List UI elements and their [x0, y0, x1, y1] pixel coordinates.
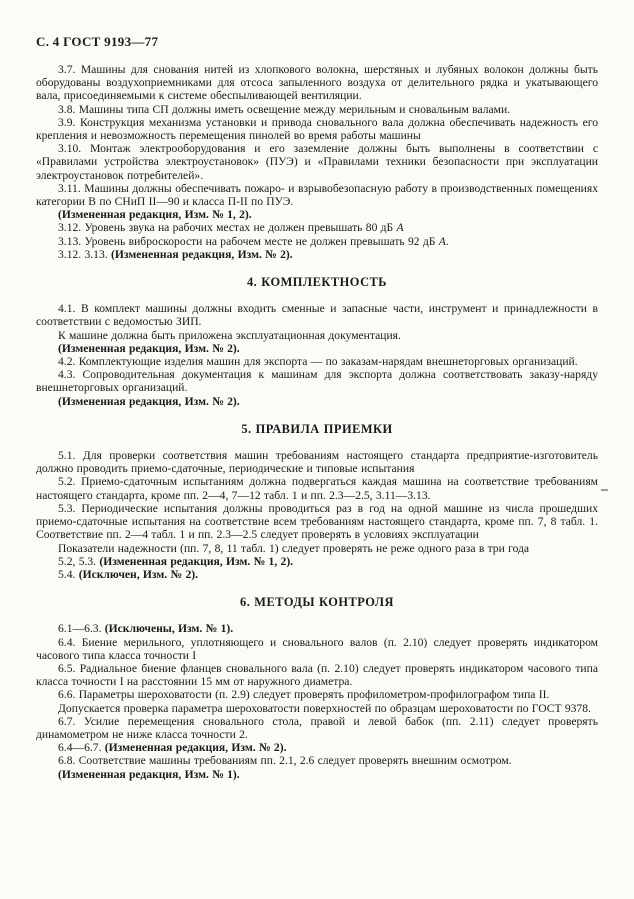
text-run: 6.7. Усилие перемещения сновального стола, правой и левой бабок (пп. 2.11) следует проверять динамометром не ниже класса точности 2. [36, 714, 598, 741]
text-run: 3.11. Машины должны обеспечивать пожаро- и взрывобезопасную работу в производственных помещениях категории В по СНиП II—90 и класса П-II по ПУЭ. [36, 181, 598, 209]
text-run: 6. МЕТОДЫ КОНТРОЛЯ [240, 595, 394, 610]
text-run: 4.1. В комплект машины должны входить сменные и запасные части, инструмент и принадлежности в соответствии с ведомостью ЗИП. [36, 302, 598, 329]
paragraph [36, 542, 598, 555]
text-run: А [396, 221, 404, 235]
text-run: (Измененная редакция, Изм. № 1, 2). [99, 554, 294, 568]
section-heading [36, 596, 598, 609]
paragraph [36, 449, 598, 475]
text-run: 5.1. Для проверки соответствия машин требованиям настоящего стандарта предприятие-изготовитель должно проводить приемо-сдаточные, периодические и типовые испытания [36, 449, 598, 476]
text-run: (Измененная редакция, Изм. № 1, 2). [58, 208, 252, 222]
paragraph [36, 208, 598, 221]
text-run: (Измененная редакция, Изм. № 2). [110, 247, 293, 261]
text-run: (Исключены, Изм. № 1). [104, 622, 234, 636]
paragraph [36, 741, 598, 754]
text-run: 4. КОМПЛЕКТНОСТЬ [246, 275, 387, 290]
text-run: К машине должна быть приложена эксплуатационная документация. [58, 328, 401, 342]
text-run: 3.13. Уровень виброскорости на рабочем месте не должен превышать 92 дБ [58, 234, 439, 248]
section-heading [36, 423, 598, 436]
paragraph [36, 768, 598, 781]
text-run: 5.2. Приемо-сдаточным испытаниям должна подвергаться каждая машина на соответствие требованиям настоящего стандарта, кроме пп. 2—4, 7—12 табл. 1 и пп. 2.3—2.5, 3.11—3.13. [36, 475, 598, 502]
paragraph [36, 662, 598, 688]
document-content [36, 63, 598, 781]
text-run: 4.2. Комплектующие изделия машин для экспорта — по заказам-нарядам внешнеторговых организаций. [58, 355, 578, 369]
paragraph [36, 63, 598, 103]
paragraph [36, 368, 598, 394]
paragraph [36, 395, 598, 408]
text-run: А [438, 234, 446, 248]
text-run: Допускается проверка параметра шероховатости поверхностей по образцам шероховатости по ГОСТ 9378. [58, 701, 591, 715]
text-run: 3.12. Уровень звука на рабочих местах не должен превышать 80 дБ [58, 221, 397, 235]
paragraph [36, 636, 598, 662]
text-run: 6.6. Параметры шероховатости (п. 2.9) следует проверять профилометром-профилографом типа II. [58, 688, 550, 702]
paragraph [36, 555, 598, 568]
text-run: 6.4—6.7. [58, 741, 105, 755]
paragraph [36, 142, 598, 182]
paragraph [36, 248, 598, 261]
text-run: (Исключен, Изм. № 2). [78, 567, 199, 581]
paragraph [36, 688, 598, 701]
text-run: 6.5. Радиальное биение фланцев сновального вала (п. 2.10) следует проверять индикатором часового типа класса точности I на расстоянии 15 мм от наружного диаметра. [36, 661, 598, 689]
text-run: 5.4. [58, 567, 79, 581]
text-run: 6.8. Соответствие машины требованиям пп. 2.1, 2.6 следует проверять внешним осмотром. [58, 754, 512, 768]
text-run: (Измененная редакция, Изм. № 2). [58, 341, 240, 355]
paragraph [36, 715, 598, 741]
paragraph [36, 342, 598, 355]
text-run: 6.1—6.3. [58, 622, 105, 636]
paragraph [36, 182, 598, 208]
paragraph [36, 702, 598, 715]
paragraph [36, 235, 598, 248]
paragraph [36, 103, 598, 116]
text-run: 3.10. Монтаж электрооборудования и его заземление должны быть выполнены в соответствии с «Правилами устройства электроустановок» (ПУЭ) и «Правилами техники безопасности при эксплуатации электроустановок потребителей». [36, 142, 598, 182]
paragraph [36, 475, 598, 501]
scan-artifact [601, 489, 608, 491]
paragraph [36, 754, 598, 767]
text-run: 3.9. Конструкция механизма установки и привода сновального вала должна обеспечивать надежность его крепления и невозможность перемещения пинолей во время работы машины [36, 115, 598, 143]
page-header: С. 4 ГОСТ 9193—77 [36, 34, 159, 49]
text-run: . [445, 234, 449, 248]
text-run: (Измененная редакция, Изм. № 2). [104, 741, 287, 755]
text-run: 6.4. Биение мерильного, уплотняющего и сновального валов (п. 2.10) следует проверять индикатором часового типа класса точности I [36, 635, 598, 662]
text-run: 3.8. Машины типа СП должны иметь освещение между мерильным и сновальным валами. [58, 102, 511, 116]
text-run: 3.12. 3.13. [58, 247, 111, 261]
section-heading [36, 276, 598, 289]
paragraph [36, 116, 598, 142]
text-run: 4.3. Сопроводительная документация к машинам для экспорта должна соответствовать заказу-наряду внешнеторговых организаций. [36, 368, 598, 395]
text-run: (Измененная редакция, Изм. № 2). [58, 394, 240, 408]
text-run: 5.3. Периодические испытания должны проводиться раз в год на одной машине из числа прошедших приемо-сдаточные испытания на соответствие всем требованиям настоящего стандарта, кроме пп. 7, 8 табл. 1. Соответствие пп. 2—4 табл. 1 и пп. 2.3—2.5 следует проверять в условиях эксплуатации [36, 501, 598, 542]
paragraph [36, 622, 598, 635]
text-run: 5. ПРАВИЛА ПРИЕМКИ [241, 421, 393, 436]
paragraph [36, 302, 598, 328]
text-run: 3.7. Машины для снования нитей из хлопкового волокна, шерстяных и лубяных волокон должны быть оборудованы воздухоприемниками для отсоса запыленного воздуха от делительного рядка и укатывающего вала, присоединяемыми к системе обеспыливающей вентиляции. [36, 63, 598, 103]
paragraph [36, 502, 598, 542]
text-run: Показатели надежности (пп. 7, 8, 11 табл. 1) следует проверять не реже одного раза в три года [58, 541, 530, 555]
paragraph [36, 355, 598, 368]
text-run: 5.2, 5.3. [58, 554, 100, 568]
paragraph [36, 221, 598, 234]
text-run: (Измененная редакция, Изм. № 1). [58, 767, 240, 781]
paragraph [36, 568, 598, 581]
paragraph [36, 329, 598, 342]
